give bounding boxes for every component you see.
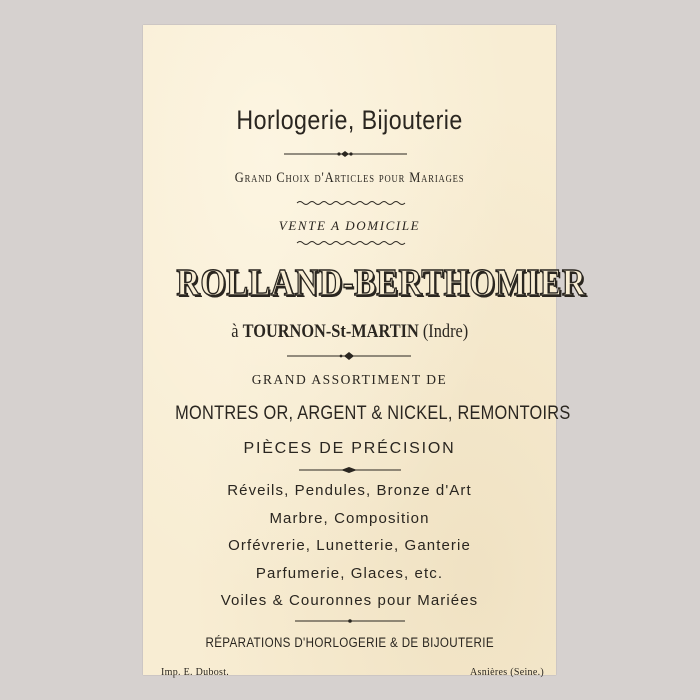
list-item-text: Marbre, Composition (269, 510, 430, 527)
printer-imprint: Imp. E. Dubost. (161, 667, 230, 678)
ornament-rule-2 (143, 350, 556, 362)
ornament-rule-1 (143, 148, 556, 160)
list-item-text: Voiles & Couronnes pour Mariées (220, 592, 479, 609)
list-item-text: Parfumerie, Glaces, etc. (255, 565, 444, 582)
precision-text: PIÈCES DE PRÉCISION (243, 440, 456, 457)
merchant-location (143, 321, 556, 343)
list-item (143, 482, 556, 499)
precision-line (143, 440, 556, 458)
home-sales-line (143, 218, 556, 234)
list-item-text: Réveils, Pendules, Bronze d'Art (227, 482, 472, 499)
assortment-heading (143, 372, 556, 388)
repairs-line (143, 635, 556, 650)
list-item (143, 537, 556, 554)
assortment-heading-text: GRAND ASSORTIMENT DE (251, 372, 448, 387)
merchant-name-text: ROLLAND-BERTHOMIER (176, 262, 587, 304)
list-item (143, 510, 556, 527)
wavy-rule-2 (143, 237, 556, 249)
repairs-text: RÉPARATIONS D'HORLOGERIE & DE BIJOUTERIE (205, 635, 494, 650)
card-subheading-text: Grand Choix d'Articles pour Mariages (234, 170, 465, 186)
card-heading-text: Horlogerie, Bijouterie (236, 105, 463, 135)
location-town: TOURNON-St-MARTIN (242, 321, 419, 342)
card-subheading (143, 170, 556, 187)
card-heading (143, 105, 556, 136)
location-prefix: à (231, 321, 239, 342)
printer-city: Asnières (Seine.) (470, 667, 544, 678)
trade-card (143, 25, 587, 678)
home-sales-text: VENTE A DOMICILE (278, 218, 421, 233)
location-region: (Indre) (422, 321, 468, 342)
ornament-rule-4 (143, 615, 556, 627)
watches-line (143, 403, 571, 425)
list-item (143, 592, 556, 609)
merchant-name (143, 261, 587, 305)
watches-text: MONTRES OR, ARGENT & NICKEL, REMONTOIRS (175, 403, 571, 424)
list-item (143, 565, 556, 582)
ornament-rule-3 (143, 464, 556, 476)
wavy-rule-1 (143, 197, 556, 209)
list-item-text: Orfévrerie, Lunetterie, Ganterie (228, 537, 471, 554)
